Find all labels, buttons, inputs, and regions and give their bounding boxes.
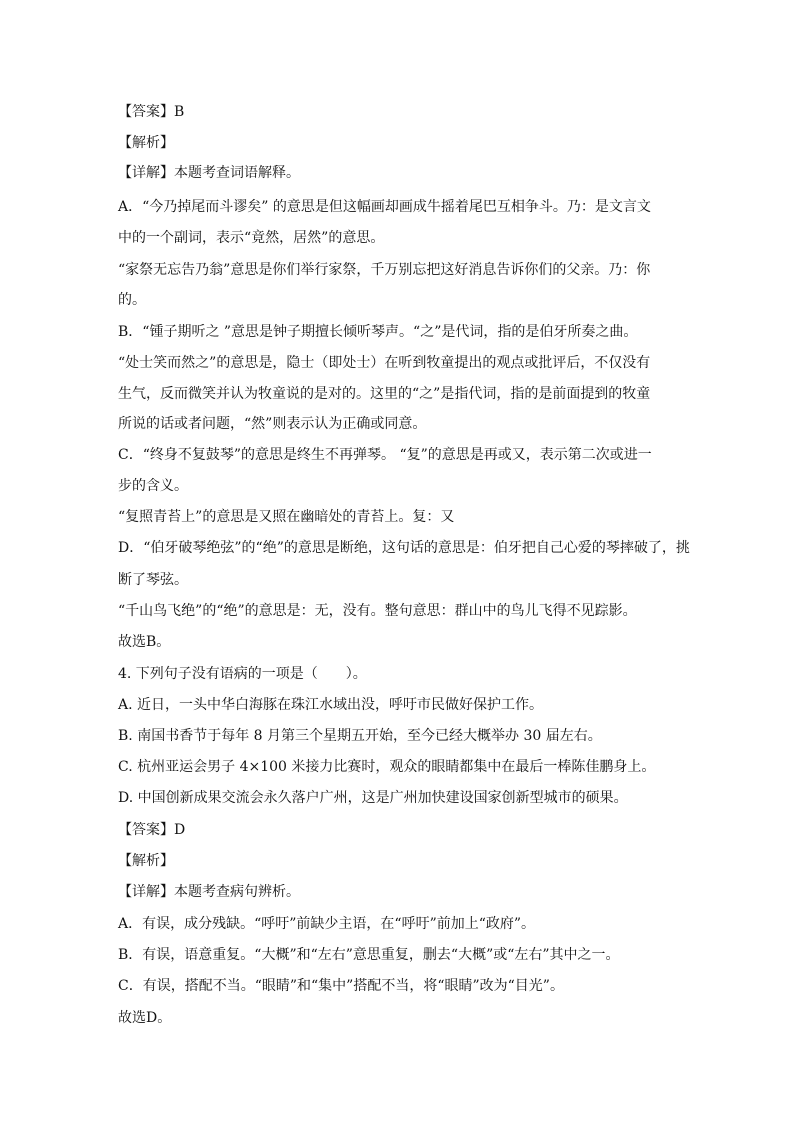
question-4-option-d: D. 中国创新成果交流会永久落户广州，这是广州加快建设国家创新型城市的硕果。 xyxy=(118,790,628,806)
question-4-option-b: B. 南国书香节于每年 8 月第三个星期五开始，至今已经大概举办 30 届左右。 xyxy=(118,728,602,744)
conclusion-q4: 故选D。 xyxy=(118,1010,172,1026)
explanation-line: C．“终身不复鼓琴”的意思是终生不再弹琴。 “复”的意思是再或又，表示第二次或进一 xyxy=(118,447,652,463)
question-4-stem: 4. 下列句子没有语病的一项是（ ）。 xyxy=(118,666,367,682)
analysis-label-q3: 【解析】 xyxy=(118,135,174,151)
detail-intro-q4: 【详解】本题考查病句辨析。 xyxy=(118,884,300,900)
analysis-label-q4: 【解析】 xyxy=(118,853,174,869)
explanation-line: 中的一个副词，表示“竟然，居然”的意思。 xyxy=(118,230,385,246)
explanation-line: 断了琴弦。 xyxy=(118,572,188,588)
answer-label-q3: 【答案】B xyxy=(118,104,185,120)
question-4-option-c: C. 杭州亚运会男子 4×100 米接力比赛时，观众的眼睛都集中在最后一棒陈佳鹏身上。 xyxy=(118,759,656,775)
explanation-line: C．有误，搭配不当。“眼睛”和“集中”搭配不当，将“眼睛”改为“目光”。 xyxy=(118,978,564,994)
question-4-option-a: A. 近日，一头中华白海豚在珠江水域出没，呼吁市民做好保护工作。 xyxy=(118,697,544,713)
answer-label-q4: 【答案】D xyxy=(118,822,186,838)
explanation-line: “家祭无忘告乃翁”意思是你们举行家祭，千万别忘把这好消息告诉你们的父亲。乃：你 xyxy=(118,262,651,278)
explanation-line: “处士笑而然之”的意思是，隐士（即处士）在听到牧童提出的观点或批评后，不仅没有 xyxy=(118,355,651,371)
explanation-line: 步的含义。 xyxy=(118,478,188,494)
explanation-line: “复照青苔上”的意思是又照在幽暗处的青苔上。复：又 xyxy=(118,509,455,525)
explanation-line: A．有误，成分残缺。“呼吁”前缺少主语，在“呼吁”前加上“政府”。 xyxy=(118,916,536,932)
explanation-line: 的。 xyxy=(118,292,146,308)
explanation-line: D．“伯牙破琴绝弦”的“绝”的意思是断绝，这句话的意思是：伯牙把自己心爱的琴摔破了，挑 xyxy=(118,540,690,556)
detail-intro-q3: 【详解】本题考查词语解释。 xyxy=(118,165,300,181)
explanation-line: “千山鸟飞绝”的“绝”的意思是：无，没有。整句意思：群山中的鸟儿飞得不见踪影。 xyxy=(118,603,637,619)
explanation-line: 所说的话或者问题，“然”则表示认为正确或同意。 xyxy=(118,416,427,432)
explanation-line: B．“锺子期听之 ”意思是钟子期擅长倾听琴声。“之”是代词，指的是伯牙所奏之曲。 xyxy=(118,324,638,340)
explanation-line: B．有误，语意重复。“大概”和“左右”意思重复，删去“大概”或“左右”其中之一。 xyxy=(118,947,620,963)
explanation-line: 生气，反而微笑并认为牧童说的是对的。这里的“之”是指代词，指的是前面提到的牧童 xyxy=(118,386,651,402)
explanation-line: A．“今乃掉尾而斗谬矣” 的意思是但这幅画却画成牛摇着尾巴互相争斗。乃：是文言文 xyxy=(118,199,651,215)
conclusion-q3: 故选B。 xyxy=(118,634,171,650)
